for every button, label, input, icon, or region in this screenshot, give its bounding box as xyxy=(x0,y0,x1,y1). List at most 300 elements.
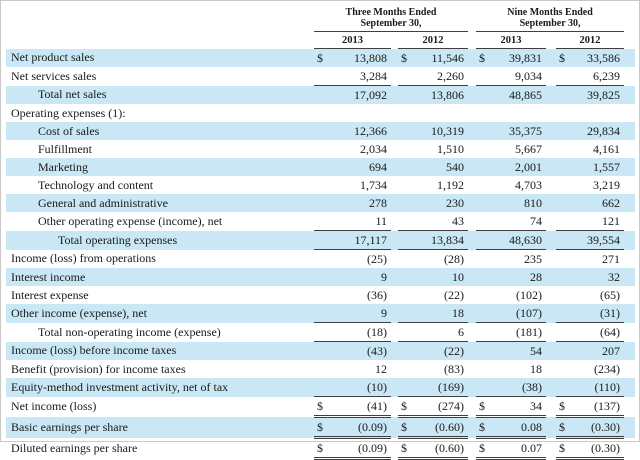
value-wrap xyxy=(314,288,391,303)
column-gap xyxy=(546,104,556,122)
value-text: 29,834 xyxy=(587,123,621,138)
value-cell xyxy=(476,360,546,378)
value-text: 13,808 xyxy=(354,50,387,65)
right-pad xyxy=(624,323,635,342)
value-cell xyxy=(398,104,468,122)
value-wrap xyxy=(476,196,546,211)
table-row xyxy=(6,212,635,231)
value-text: (102) xyxy=(516,287,543,302)
value-wrap xyxy=(314,252,391,267)
value-text: 2,260 xyxy=(437,68,465,83)
value-text: (41) xyxy=(367,398,387,413)
row-label: Marketing xyxy=(38,159,88,174)
value-wrap xyxy=(314,88,391,103)
row-label: Operating expenses (1): xyxy=(11,105,126,120)
value-text: 28 xyxy=(530,269,543,284)
column-gap xyxy=(391,194,398,212)
value-cell xyxy=(556,194,624,212)
row-label: Other operating expense (income), net xyxy=(38,213,223,228)
value-wrap xyxy=(476,380,546,395)
value-text: (137) xyxy=(594,398,621,413)
value-cell xyxy=(556,250,624,269)
value-wrap xyxy=(398,196,468,211)
value-wrap xyxy=(314,344,391,359)
column-gap xyxy=(391,67,398,86)
column-gap xyxy=(468,304,476,323)
value-wrap xyxy=(398,124,468,139)
dollar-sign: $ xyxy=(479,398,486,413)
value-cell xyxy=(556,140,624,158)
value-wrap xyxy=(476,88,546,103)
value-wrap xyxy=(556,142,624,157)
value-wrap xyxy=(556,362,624,377)
group-gap xyxy=(468,7,476,32)
dollar-sign: $ xyxy=(479,50,486,65)
right-pad xyxy=(624,378,635,397)
value-cell xyxy=(314,323,391,342)
value-wrap xyxy=(314,362,391,377)
value-wrap xyxy=(556,306,624,321)
value-wrap xyxy=(314,306,391,321)
column-gap xyxy=(468,67,476,86)
dollar-sign: $ xyxy=(317,440,323,455)
row-label: General and administrative xyxy=(38,195,168,210)
value-cell xyxy=(314,86,391,105)
value-wrap xyxy=(556,252,624,267)
value-wrap xyxy=(476,344,546,359)
value-text: 54 xyxy=(530,343,543,358)
value-text: 10,319 xyxy=(431,123,465,138)
column-gap xyxy=(468,86,476,105)
value-cell xyxy=(398,86,468,105)
value-text: 48,630 xyxy=(509,232,543,247)
row-label: Fulfillment xyxy=(38,141,92,156)
value-wrap xyxy=(476,214,546,229)
group-title-line2: September 30, xyxy=(519,17,581,29)
right-pad xyxy=(624,86,635,105)
value-text: 33,586 xyxy=(587,50,621,65)
value-wrap xyxy=(398,88,468,103)
value-wrap xyxy=(556,69,624,84)
value-wrap xyxy=(314,69,391,84)
value-wrap xyxy=(556,233,624,248)
dollar-sign: $ xyxy=(559,50,566,65)
value-text: 17,117 xyxy=(354,232,387,247)
value-text: (0.09) xyxy=(358,419,387,434)
table-row xyxy=(6,194,635,212)
dollar-sign: $ xyxy=(317,50,323,65)
value-cell xyxy=(476,304,546,323)
table-row xyxy=(6,360,635,378)
value-cell xyxy=(398,378,468,397)
column-gap xyxy=(468,360,476,378)
value-wrap xyxy=(476,362,546,377)
value-wrap xyxy=(314,51,391,66)
value-wrap xyxy=(476,252,546,267)
value-wrap xyxy=(556,88,624,103)
value-wrap xyxy=(314,399,391,414)
column-gap xyxy=(468,140,476,158)
value-text: 4,703 xyxy=(515,177,543,192)
value-cell xyxy=(556,104,624,122)
value-text: 810 xyxy=(524,195,543,210)
value-wrap xyxy=(314,325,391,340)
value-text: 2,034 xyxy=(360,141,387,156)
value-wrap xyxy=(398,142,468,157)
year-header-row xyxy=(6,32,635,49)
value-cell xyxy=(476,397,546,417)
value-wrap xyxy=(556,325,624,340)
year-header: 2013 xyxy=(314,32,391,49)
dollar-sign: $ xyxy=(401,440,407,455)
value-wrap xyxy=(314,270,391,285)
value-text: 3,219 xyxy=(593,177,621,192)
table-row xyxy=(6,104,635,122)
table-row xyxy=(6,378,635,397)
value-cell xyxy=(476,212,546,231)
value-cell xyxy=(398,342,468,361)
value-wrap xyxy=(398,270,468,285)
column-gap xyxy=(391,158,398,176)
value-text: 48,865 xyxy=(509,87,543,102)
value-text: 694 xyxy=(369,159,387,174)
value-cell xyxy=(398,323,468,342)
table-row xyxy=(6,397,635,417)
value-cell xyxy=(314,231,391,250)
value-wrap xyxy=(476,51,546,66)
group-title-line1: Nine Months Ended xyxy=(507,7,593,18)
value-wrap xyxy=(398,69,468,84)
value-text: (0.60) xyxy=(435,419,465,434)
column-gap xyxy=(468,49,476,68)
column-gap xyxy=(391,378,398,397)
column-gap xyxy=(546,304,556,323)
value-wrap xyxy=(398,380,468,395)
column-gap xyxy=(391,104,398,122)
value-text: 17,092 xyxy=(354,87,387,102)
row-label: Other income (expense), net xyxy=(11,305,147,320)
row-label: Cost of sales xyxy=(38,123,100,138)
column-gap xyxy=(468,176,476,194)
right-pad xyxy=(624,7,635,32)
value-cell xyxy=(476,268,546,286)
value-cell xyxy=(556,86,624,105)
value-cell xyxy=(398,194,468,212)
value-cell xyxy=(476,122,546,140)
income-statement-table xyxy=(6,7,635,460)
table-row xyxy=(6,286,635,304)
group-title-line1: Three Months Ended xyxy=(345,7,437,18)
dollar-sign: $ xyxy=(559,419,566,434)
right-pad xyxy=(624,397,635,417)
value-wrap xyxy=(398,420,468,435)
value-cell xyxy=(398,122,468,140)
column-gap xyxy=(468,323,476,342)
value-cell xyxy=(398,140,468,158)
value-wrap xyxy=(314,142,391,157)
value-text: 6 xyxy=(458,324,465,339)
row-label: Total net sales xyxy=(38,87,107,102)
value-cell xyxy=(398,250,468,269)
value-text: (38) xyxy=(522,379,543,394)
value-wrap xyxy=(556,420,624,435)
value-cell xyxy=(314,176,391,194)
value-cell xyxy=(398,417,468,438)
value-wrap xyxy=(476,270,546,285)
right-pad xyxy=(624,438,635,459)
value-text: 278 xyxy=(369,195,387,210)
column-gap xyxy=(546,49,556,68)
column-gap xyxy=(391,140,398,158)
row-label: Income (loss) before income taxes xyxy=(11,343,177,358)
value-text: 39,825 xyxy=(587,87,621,102)
right-pad xyxy=(624,304,635,323)
value-text: 74 xyxy=(530,213,543,228)
value-cell xyxy=(556,176,624,194)
year-header: 2012 xyxy=(556,32,624,49)
value-wrap xyxy=(314,441,391,456)
row-label: Total non-operating income (expense) xyxy=(38,324,221,339)
table-row xyxy=(6,67,635,86)
value-text: (22) xyxy=(444,287,465,302)
column-gap xyxy=(546,194,556,212)
column-gap xyxy=(468,158,476,176)
value-wrap xyxy=(398,178,468,193)
row-label: Income (loss) from operations xyxy=(11,251,156,266)
value-wrap xyxy=(314,196,391,211)
value-text: 43 xyxy=(452,213,465,228)
value-cell xyxy=(476,158,546,176)
value-cell xyxy=(476,417,546,438)
column-gap xyxy=(391,360,398,378)
value-cell xyxy=(476,342,546,361)
value-cell xyxy=(556,67,624,86)
right-pad xyxy=(624,231,635,250)
dollar-sign: $ xyxy=(559,440,566,455)
right-pad xyxy=(624,140,635,158)
right-pad xyxy=(624,212,635,231)
column-gap xyxy=(546,397,556,417)
column-gap xyxy=(468,231,476,250)
value-wrap xyxy=(398,441,468,456)
column-gap xyxy=(391,231,398,250)
column-gap xyxy=(391,286,398,304)
column-gap xyxy=(546,268,556,286)
value-cell xyxy=(476,231,546,250)
right-pad xyxy=(624,360,635,378)
value-cell xyxy=(398,268,468,286)
value-cell xyxy=(476,104,546,122)
value-wrap xyxy=(314,214,391,229)
value-wrap xyxy=(398,344,468,359)
value-cell xyxy=(556,397,624,417)
column-gap xyxy=(391,212,398,231)
value-wrap xyxy=(476,233,546,248)
column-gap xyxy=(546,32,556,49)
value-cell xyxy=(314,122,391,140)
value-wrap xyxy=(556,288,624,303)
value-wrap xyxy=(556,270,624,285)
value-cell xyxy=(314,268,391,286)
value-text: 4,161 xyxy=(593,141,621,156)
column-gap xyxy=(546,176,556,194)
table-row xyxy=(6,304,635,323)
value-text: 0.08 xyxy=(521,419,543,434)
value-wrap xyxy=(476,288,546,303)
value-text: (10) xyxy=(367,379,387,394)
year-header: 2012 xyxy=(398,32,468,49)
column-gap xyxy=(468,417,476,438)
value-cell xyxy=(556,212,624,231)
value-wrap xyxy=(398,214,468,229)
dollar-sign: $ xyxy=(317,398,323,413)
value-wrap xyxy=(556,344,624,359)
value-cell xyxy=(398,304,468,323)
value-text: 540 xyxy=(446,159,465,174)
value-cell xyxy=(398,231,468,250)
right-pad xyxy=(624,286,635,304)
value-text: 9,034 xyxy=(515,68,543,83)
value-text: 34 xyxy=(530,398,543,413)
value-cell xyxy=(314,194,391,212)
column-gap xyxy=(546,140,556,158)
value-cell xyxy=(476,140,546,158)
value-wrap xyxy=(476,325,546,340)
value-text: 1,192 xyxy=(437,177,465,192)
value-text: 11 xyxy=(375,213,387,228)
header-spacer xyxy=(6,7,314,32)
column-gap xyxy=(391,268,398,286)
value-cell xyxy=(476,194,546,212)
value-wrap xyxy=(556,441,624,456)
value-cell xyxy=(476,176,546,194)
value-cell xyxy=(556,286,624,304)
value-text: 12 xyxy=(375,361,387,376)
value-text: (64) xyxy=(600,324,621,339)
value-text: (28) xyxy=(444,251,465,266)
row-label: Benefit (provision) for income taxes xyxy=(11,361,186,376)
column-gap xyxy=(546,212,556,231)
value-cell xyxy=(398,360,468,378)
dollar-sign: $ xyxy=(479,440,486,455)
value-cell xyxy=(314,286,391,304)
value-text: 271 xyxy=(602,251,621,266)
right-pad xyxy=(624,104,635,122)
table-row xyxy=(6,231,635,250)
value-text: 32 xyxy=(608,269,621,284)
value-text: 11,546 xyxy=(431,50,465,65)
column-gap xyxy=(468,438,476,459)
row-label: Equity-method investment activity, net of tax xyxy=(11,379,229,394)
value-wrap xyxy=(476,124,546,139)
value-wrap xyxy=(398,306,468,321)
value-text: 0.07 xyxy=(521,440,543,455)
value-text: (31) xyxy=(600,305,621,320)
value-cell xyxy=(556,438,624,459)
value-cell xyxy=(556,378,624,397)
value-cell xyxy=(398,286,468,304)
value-wrap xyxy=(314,124,391,139)
column-gap xyxy=(468,212,476,231)
value-cell xyxy=(398,176,468,194)
value-text: 12,366 xyxy=(354,123,387,138)
value-text: (36) xyxy=(367,287,387,302)
right-pad xyxy=(624,32,635,49)
value-cell xyxy=(314,104,391,122)
value-wrap xyxy=(476,306,546,321)
value-text: (107) xyxy=(516,305,543,320)
value-wrap xyxy=(556,214,624,229)
column-gap xyxy=(546,286,556,304)
column-gap xyxy=(391,397,398,417)
column-gap xyxy=(468,32,476,49)
column-gap xyxy=(546,231,556,250)
year-header: 2013 xyxy=(476,32,546,49)
value-cell xyxy=(476,378,546,397)
value-text: (274) xyxy=(438,398,465,413)
value-text: 2,001 xyxy=(515,159,543,174)
value-text: (43) xyxy=(367,343,387,358)
value-text: 3,284 xyxy=(360,68,387,83)
table-row xyxy=(6,417,635,438)
value-text: (169) xyxy=(438,379,465,394)
col-group-three-months xyxy=(314,7,468,32)
value-wrap xyxy=(398,399,468,414)
value-cell xyxy=(314,140,391,158)
value-cell xyxy=(556,417,624,438)
right-pad xyxy=(624,122,635,140)
column-gap xyxy=(391,176,398,194)
row-label: Net product sales xyxy=(11,50,95,65)
value-cell xyxy=(398,158,468,176)
value-wrap xyxy=(398,233,468,248)
value-cell xyxy=(556,304,624,323)
column-gap xyxy=(546,67,556,86)
value-text: 18 xyxy=(530,361,543,376)
row-label: Basic earnings per share xyxy=(11,419,128,434)
column-gap xyxy=(468,194,476,212)
value-cell xyxy=(476,250,546,269)
column-gap xyxy=(546,86,556,105)
value-text: 39,831 xyxy=(509,50,543,65)
table-row xyxy=(6,438,635,459)
column-gap xyxy=(546,438,556,459)
value-text: (18) xyxy=(367,324,387,339)
value-cell xyxy=(556,158,624,176)
value-wrap xyxy=(314,178,391,193)
value-cell xyxy=(398,67,468,86)
value-text: (25) xyxy=(367,251,387,266)
column-gap xyxy=(468,250,476,269)
right-pad xyxy=(624,250,635,269)
value-text: (0.60) xyxy=(435,440,465,455)
value-wrap xyxy=(314,233,391,248)
value-text: (65) xyxy=(600,287,621,302)
column-gap xyxy=(391,49,398,68)
value-wrap xyxy=(476,420,546,435)
table-row xyxy=(6,323,635,342)
table-row xyxy=(6,86,635,105)
value-text: (22) xyxy=(444,343,465,358)
value-wrap xyxy=(476,399,546,414)
value-wrap xyxy=(556,124,624,139)
row-label: Interest expense xyxy=(11,287,89,302)
value-wrap xyxy=(398,51,468,66)
value-cell xyxy=(314,49,391,68)
value-cell xyxy=(314,360,391,378)
value-text: 662 xyxy=(602,195,621,210)
value-text: 121 xyxy=(602,213,621,228)
